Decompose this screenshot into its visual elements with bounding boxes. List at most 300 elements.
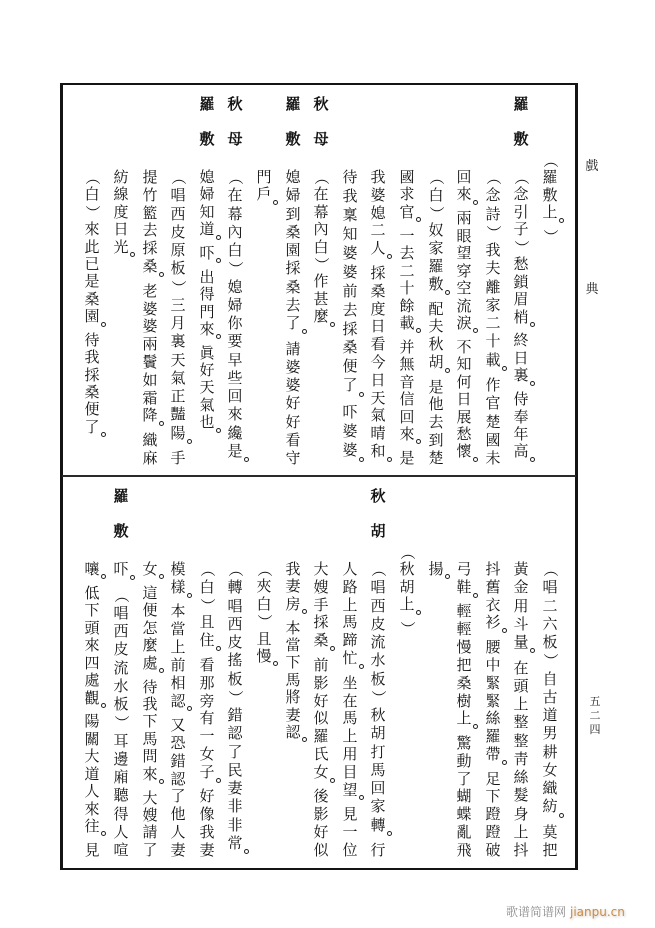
glyph: 人 — [342, 560, 358, 578]
text-column — [311, 84, 331, 476]
glyph: 今 — [370, 352, 386, 371]
glyph: 唱 — [370, 578, 386, 597]
glyph: 高 — [513, 442, 529, 461]
glyph: 秋 — [370, 706, 386, 724]
glyph: 人 — [84, 782, 100, 801]
glyph: 鎖 — [513, 272, 529, 291]
glyph: 日 — [370, 317, 386, 336]
glyph: 婦 — [199, 185, 215, 204]
glyph: 眼 — [456, 226, 472, 245]
glyph: 秋 — [399, 560, 415, 579]
punctuation-mark — [541, 223, 559, 227]
column-text — [397, 170, 417, 466]
glyph: 奴 — [428, 221, 444, 240]
glyph: 六 — [542, 614, 558, 633]
glyph: 桑 — [313, 631, 329, 650]
glyph: 敷 — [113, 522, 129, 540]
glyph: 待 — [342, 168, 358, 186]
column-text — [111, 170, 131, 466]
glyph: 念 — [485, 186, 501, 205]
glyph: 請 — [142, 823, 158, 842]
text-column — [454, 476, 474, 869]
glyph: 婆 — [370, 185, 386, 204]
glyph: （ — [512, 169, 531, 185]
glyph: 人 — [113, 822, 129, 841]
glyph: 二 — [589, 709, 601, 722]
glyph: 回 — [370, 779, 386, 797]
glyph: （ — [369, 561, 388, 577]
glyph: 籃 — [142, 203, 158, 222]
glyph: 媳 — [370, 203, 386, 222]
glyph: 上 — [170, 638, 186, 657]
punctuation-mark — [312, 327, 330, 331]
glyph: 黃 — [513, 560, 529, 578]
glyph: 處 — [142, 653, 158, 672]
glyph: 穿 — [456, 261, 472, 280]
punctuation-mark — [398, 615, 416, 619]
glyph: 上 — [342, 727, 358, 746]
glyph: 婦 — [285, 186, 301, 205]
glyph: 妻 — [170, 840, 186, 859]
column-text — [368, 170, 388, 466]
glyph: ） — [541, 228, 560, 244]
glyph: 鞋 — [456, 577, 472, 596]
glyph: 日 — [513, 348, 529, 367]
glyph: 且 — [256, 629, 272, 648]
glyph: 守 — [285, 449, 301, 467]
speaker-label — [368, 488, 388, 539]
glyph: 天 — [370, 388, 386, 407]
glyph: 老 — [142, 281, 158, 300]
glyph: 媳 — [199, 168, 215, 186]
punctuation-mark — [341, 669, 359, 673]
glyph: ） — [541, 653, 560, 669]
glyph: 婆 — [342, 243, 358, 262]
glyph: 望 — [456, 244, 472, 263]
glyph: 一 — [399, 226, 415, 245]
punctuation-mark — [427, 295, 445, 299]
punctuation-mark — [369, 836, 387, 840]
text-column — [111, 476, 131, 869]
glyph: 手 — [313, 595, 329, 614]
glyph: ） — [226, 261, 245, 277]
text-column — [426, 476, 446, 869]
glyph: 非 — [227, 815, 243, 834]
glyph: 便 — [84, 400, 100, 419]
glyph: 看 — [285, 430, 301, 449]
glyph: 好 — [199, 787, 215, 806]
punctuation-mark — [512, 462, 530, 466]
glyph: 兩 — [142, 335, 158, 354]
glyph: 水 — [370, 651, 386, 670]
punctuation-mark — [198, 263, 216, 267]
glyph: 我 — [142, 694, 158, 713]
glyph: 馬 — [142, 729, 158, 748]
glyph: 道 — [542, 706, 558, 724]
column-text — [511, 562, 531, 858]
punctuation-mark — [341, 397, 359, 401]
punctuation-mark — [455, 205, 473, 209]
glyph: 關 — [84, 729, 100, 748]
glyph: 作 — [485, 376, 501, 394]
glyph: 樹 — [456, 691, 472, 710]
glyph: 來 — [84, 799, 100, 818]
glyph: 他 — [428, 395, 444, 414]
glyph: 動 — [456, 751, 472, 770]
glyph: 如 — [142, 370, 158, 389]
glyph: 回 — [227, 387, 243, 405]
text-column — [368, 476, 388, 869]
glyph: ） — [198, 597, 217, 613]
glyph: 斗 — [513, 614, 529, 633]
column-text — [311, 562, 331, 858]
glyph: 國 — [399, 168, 415, 186]
glyph: 度 — [113, 202, 129, 221]
glyph: 皮 — [370, 614, 386, 633]
glyph: 我 — [342, 186, 358, 205]
glyph: 家 — [428, 239, 444, 258]
punctuation-mark — [398, 222, 416, 226]
glyph: 敷 — [199, 130, 215, 148]
column-text — [483, 562, 503, 858]
punctuation-mark — [398, 333, 416, 337]
glyph: 採 — [142, 239, 158, 258]
glyph: 求 — [399, 185, 415, 204]
column-text — [111, 562, 131, 858]
punctuation-mark — [198, 339, 216, 343]
glyph: 霜 — [142, 388, 158, 407]
punctuation-mark — [312, 783, 330, 787]
glyph: 到 — [285, 204, 301, 223]
glyph: 兩 — [456, 209, 472, 228]
glyph: 了 — [342, 376, 358, 395]
glyph: 度 — [370, 299, 386, 318]
glyph: 原 — [170, 241, 186, 259]
glyph: 白 — [199, 577, 215, 596]
glyph: 錯 — [170, 751, 186, 770]
glyph: 得 — [199, 285, 215, 304]
text-column — [454, 84, 474, 476]
glyph: 婆 — [285, 376, 301, 394]
glyph: 樣 — [170, 577, 186, 596]
glyph: （ — [198, 561, 217, 577]
glyph: 愁 — [456, 425, 472, 443]
column-text — [254, 562, 274, 858]
glyph: 他 — [170, 805, 186, 824]
glyph: 輕 — [456, 620, 472, 639]
punctuation-mark — [226, 462, 244, 466]
punctuation-mark — [83, 327, 101, 331]
glyph: 好 — [285, 394, 301, 413]
punctuation-mark — [541, 818, 559, 822]
column-text — [197, 170, 217, 466]
glyph: 怎 — [142, 618, 158, 637]
glyph: 便 — [342, 357, 358, 376]
glyph: 白 — [84, 185, 100, 204]
glyph: 弓 — [456, 560, 472, 578]
glyph: 用 — [342, 744, 358, 763]
glyph: 影 — [313, 805, 329, 824]
punctuation-mark — [484, 371, 502, 375]
punctuation-mark — [141, 673, 159, 677]
punctuation-mark — [198, 240, 216, 244]
text-column — [311, 476, 331, 869]
glyph: 絲 — [485, 709, 501, 728]
glyph: 裏 — [170, 332, 186, 351]
glyph: 秋 — [428, 335, 444, 354]
glyph: 腰 — [485, 638, 501, 657]
glyph: 官 — [485, 394, 501, 413]
glyph: 載 — [399, 313, 415, 332]
glyph: 配 — [428, 299, 444, 318]
punctuation-mark — [398, 444, 416, 448]
glyph: 來 — [199, 319, 215, 338]
glyph: 十 — [399, 279, 415, 298]
glyph: 量 — [513, 633, 529, 651]
glyph: 飛 — [456, 840, 472, 859]
glyph: 好 — [313, 691, 329, 710]
text-column — [168, 476, 188, 869]
punctuation-mark — [112, 257, 130, 261]
glyph: 梢 — [513, 307, 529, 326]
glyph: 園 — [285, 241, 301, 259]
glyph: 西 — [113, 622, 129, 640]
glyph: 和 — [370, 442, 386, 460]
glyph: 上 — [456, 709, 472, 728]
glyph: 去 — [399, 244, 415, 263]
glyph: （ — [541, 561, 560, 577]
glyph: 國 — [485, 430, 501, 449]
text-column — [511, 84, 531, 476]
glyph: 唱 — [542, 578, 558, 597]
text-column — [82, 84, 102, 476]
glyph: 此 — [84, 237, 100, 256]
glyph: 板 — [370, 669, 386, 688]
speaker-label — [111, 488, 131, 539]
punctuation-mark — [255, 666, 273, 670]
text-column — [225, 476, 245, 869]
glyph: 夾 — [256, 577, 272, 596]
watermark — [506, 903, 625, 920]
glyph: 前 — [170, 655, 186, 674]
glyph: 羅 — [313, 727, 329, 746]
glyph: 十 — [485, 332, 501, 351]
glyph: 了 — [456, 769, 472, 788]
glyph: 信 — [399, 390, 415, 409]
glyph: 嚷 — [84, 560, 100, 578]
glyph: 聽 — [113, 786, 129, 805]
glyph: 處 — [84, 671, 100, 690]
glyph: 揚 — [428, 560, 444, 578]
text-column — [140, 476, 160, 869]
column-text — [140, 562, 160, 858]
glyph: 婆 — [285, 357, 301, 376]
glyph: 夫 — [428, 317, 444, 336]
glyph: 皮 — [113, 640, 129, 659]
glyph: 內 — [227, 222, 243, 241]
glyph: （ — [255, 561, 274, 577]
punctuation-mark — [341, 462, 359, 466]
glyph: 敷 — [428, 274, 444, 293]
glyph: 是 — [84, 272, 100, 291]
glyph: 好 — [199, 361, 215, 380]
glyph: 媳 — [227, 277, 243, 296]
glyph: ） — [169, 279, 188, 295]
glyph: 甚 — [313, 289, 329, 308]
glyph: 且 — [199, 613, 215, 632]
glyph: 展 — [456, 407, 472, 426]
glyph: 母 — [227, 130, 243, 148]
glyph: （ — [83, 169, 102, 185]
glyph: 未 — [485, 449, 501, 467]
glyph: ） — [398, 620, 417, 636]
glyph: 是 — [428, 377, 444, 396]
glyph: 看 — [370, 335, 386, 354]
glyph: 採 — [370, 263, 386, 282]
column-text — [426, 562, 446, 858]
glyph: 轉 — [370, 815, 386, 834]
punctuation-mark — [369, 462, 387, 466]
glyph: 西 — [170, 204, 186, 223]
glyph: 楚 — [485, 412, 501, 431]
glyph: 婆 — [342, 422, 358, 441]
punctuation-mark — [141, 277, 159, 281]
glyph: 氣 — [370, 406, 386, 425]
glyph: 嫂 — [142, 806, 158, 824]
glyph: 行 — [370, 841, 386, 859]
glyph: 馬 — [285, 670, 301, 689]
glyph: 并 — [399, 337, 415, 356]
glyph: 看 — [199, 655, 215, 674]
glyph: 羅 — [542, 168, 558, 187]
glyph: 來 — [399, 425, 415, 443]
glyph: （ — [427, 169, 446, 185]
glyph: 在 — [227, 186, 243, 205]
glyph: 空 — [456, 279, 472, 298]
column-text — [82, 170, 102, 466]
punctuation-mark — [284, 614, 302, 618]
glyph: 桑 — [285, 222, 301, 241]
glyph: 前 — [342, 281, 358, 300]
glyph: 抖 — [485, 560, 501, 578]
glyph: 餘 — [399, 296, 415, 315]
glyph: 又 — [170, 716, 186, 735]
stage-direction — [540, 153, 560, 449]
glyph: 來 — [84, 636, 100, 655]
glyph: 把 — [456, 655, 472, 674]
glyph: 認 — [170, 691, 186, 710]
glyph: 模 — [170, 560, 186, 578]
column-text — [511, 170, 531, 466]
glyph: 女 — [142, 560, 158, 578]
glyph: 白 — [428, 185, 444, 204]
glyph: 那 — [199, 673, 215, 692]
glyph: 唱 — [170, 186, 186, 205]
glyph: （ — [169, 169, 188, 185]
glyph: 人 — [170, 823, 186, 841]
glyph: 蹬 — [485, 805, 501, 824]
glyph: 認 — [227, 724, 243, 743]
column-text — [225, 562, 245, 858]
text-column — [540, 84, 560, 476]
glyph: 秋 — [313, 95, 329, 113]
glyph: 侍 — [513, 390, 529, 409]
glyph: 板 — [170, 259, 186, 278]
glyph: 官 — [399, 202, 415, 221]
glyph: 桑 — [142, 257, 158, 276]
glyph: 四 — [589, 723, 601, 736]
glyph: 眉 — [513, 290, 529, 309]
glyph: 奉 — [513, 407, 529, 426]
glyph: 家 — [370, 797, 386, 816]
punctuation-mark — [427, 579, 445, 583]
column-text — [197, 562, 217, 858]
glyph: 人 — [370, 239, 386, 258]
glyph: 了 — [170, 787, 186, 806]
glyph: 往 — [84, 817, 100, 835]
glyph: 日 — [370, 370, 386, 389]
glyph: 採 — [285, 259, 301, 278]
glyph: 女 — [313, 762, 329, 781]
text-column — [426, 84, 446, 476]
glyph: 用 — [513, 596, 529, 615]
glyph: 鬢 — [142, 352, 158, 371]
glyph: 白 — [227, 241, 243, 259]
glyph: 破 — [485, 840, 501, 859]
speaker-label — [225, 96, 245, 147]
glyph: 子 — [513, 220, 529, 239]
glyph: 房 — [285, 594, 301, 613]
glyph: 抖 — [513, 841, 529, 859]
glyph: 媳 — [285, 168, 301, 186]
glyph: 在 — [313, 185, 329, 204]
glyph: 身 — [513, 804, 529, 823]
glyph: ） — [427, 205, 446, 221]
glyph: 年 — [513, 425, 529, 443]
text-column — [111, 84, 131, 476]
glyph: 秋 — [227, 95, 243, 113]
glyph: 知 — [199, 202, 215, 221]
glyph: ） — [312, 256, 331, 272]
glyph: 上 — [342, 595, 358, 614]
glyph: 二 — [399, 261, 415, 280]
glyph: 妻 — [285, 577, 301, 596]
glyph: 桑 — [456, 673, 472, 692]
glyph: 請 — [285, 339, 301, 358]
glyph: 何 — [456, 372, 472, 391]
glyph: 西 — [370, 596, 386, 615]
glyph: 問 — [142, 747, 158, 766]
glyph: 我 — [199, 823, 215, 841]
page-number — [588, 696, 602, 735]
glyph: 去 — [285, 295, 301, 314]
glyph: 桑 — [84, 383, 100, 402]
glyph: 蝴 — [456, 787, 472, 806]
glyph: 馬 — [342, 709, 358, 728]
glyph: 中 — [485, 655, 501, 674]
punctuation-mark — [141, 784, 159, 788]
glyph: 我 — [285, 560, 301, 578]
glyph: 麼 — [313, 307, 329, 326]
glyph: 敷 — [285, 130, 301, 148]
glyph: （ — [398, 544, 417, 560]
glyph: 上 — [513, 695, 529, 713]
glyph: 已 — [84, 254, 100, 273]
glyph: 載 — [485, 350, 501, 369]
glyph: 陽 — [84, 712, 100, 731]
glyph: 要 — [227, 332, 243, 351]
text-column — [82, 476, 102, 869]
